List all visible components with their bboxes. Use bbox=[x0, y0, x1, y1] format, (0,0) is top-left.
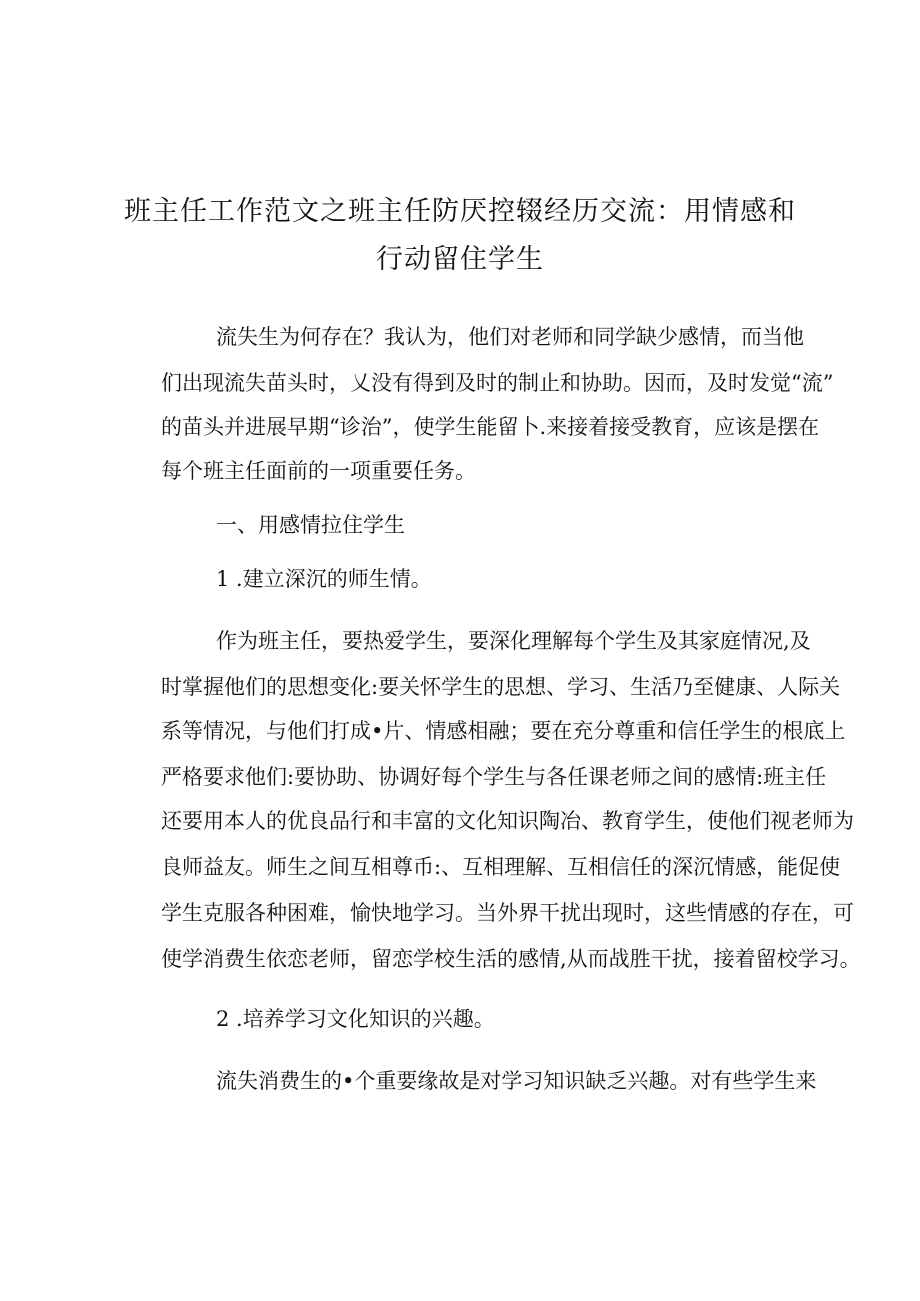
subheading-1: 1 .建立深沉的师生情。 bbox=[216, 567, 432, 591]
closing-paragraph-line-1: 流失消费生的•个重要缘故是对学习知识缺乏兴趣。对有些学生来 bbox=[216, 1069, 817, 1093]
subheading-2: 2 .培养学习文化知识的兴趣。 bbox=[216, 1007, 495, 1031]
body-paragraph-line-8: 使学消费生依恋老师，留恋学校生活的感情,从而战胜干扰，接着留校学习。 bbox=[161, 947, 861, 971]
intro-paragraph-line-4: 每个班主任面前的一项重要任务。 bbox=[161, 459, 476, 483]
body-paragraph-line-1: 作为班主任，要热爱学生，要深化理解每个学生及其家庭情况,及 bbox=[216, 629, 811, 653]
intro-paragraph-line-1: 流失生为何存在？我认为，他们对老师和同学缺少感情，而当他 bbox=[216, 325, 804, 349]
intro-paragraph-line-3: 的苗头并进展早期“诊治”，使学生能留卜.来接着接受教育，应该是摆在 bbox=[161, 415, 820, 439]
document-title bbox=[100, 188, 820, 284]
section-heading-1: 一、用感情拉住学生 bbox=[216, 513, 405, 537]
body-paragraph-line-7: 学生克服各种困难，愉快地学习。当外界干扰出现时，这些情感的存在，可 bbox=[161, 901, 854, 925]
title-line-1: 班主任工作范文之班主任防厌控辍经历交流：用情感和 bbox=[124, 196, 796, 227]
intro-paragraph-line-2: 们出现流失苗头时，乂没有得到及时的制止和协助。因而，及时发觉“流” bbox=[161, 371, 834, 395]
body-paragraph-line-2: 时掌握他们的思想变化:要关怀学生的思想、学习、生活乃至健康、人际关 bbox=[161, 675, 841, 699]
body-paragraph-line-4: 严格要求他们:要协助、协调好每个学生与各任课老师之间的感情:班主任 bbox=[161, 765, 827, 789]
title-line-2: 行动留住学生 bbox=[376, 244, 544, 275]
body-paragraph-line-3: 系等情况，与他们打成•片、情感相融；要在充分尊重和信任学生的根底上 bbox=[161, 719, 846, 743]
body-paragraph-line-5: 还要用本人的优良品行和丰富的文化知识陶冶、教育学生，使他们视老师为 bbox=[161, 809, 854, 833]
body-paragraph-line-6: 良师益友。师生之间互相尊币:、互相理解、互相信任的深沉情感，能促使 bbox=[161, 855, 841, 879]
